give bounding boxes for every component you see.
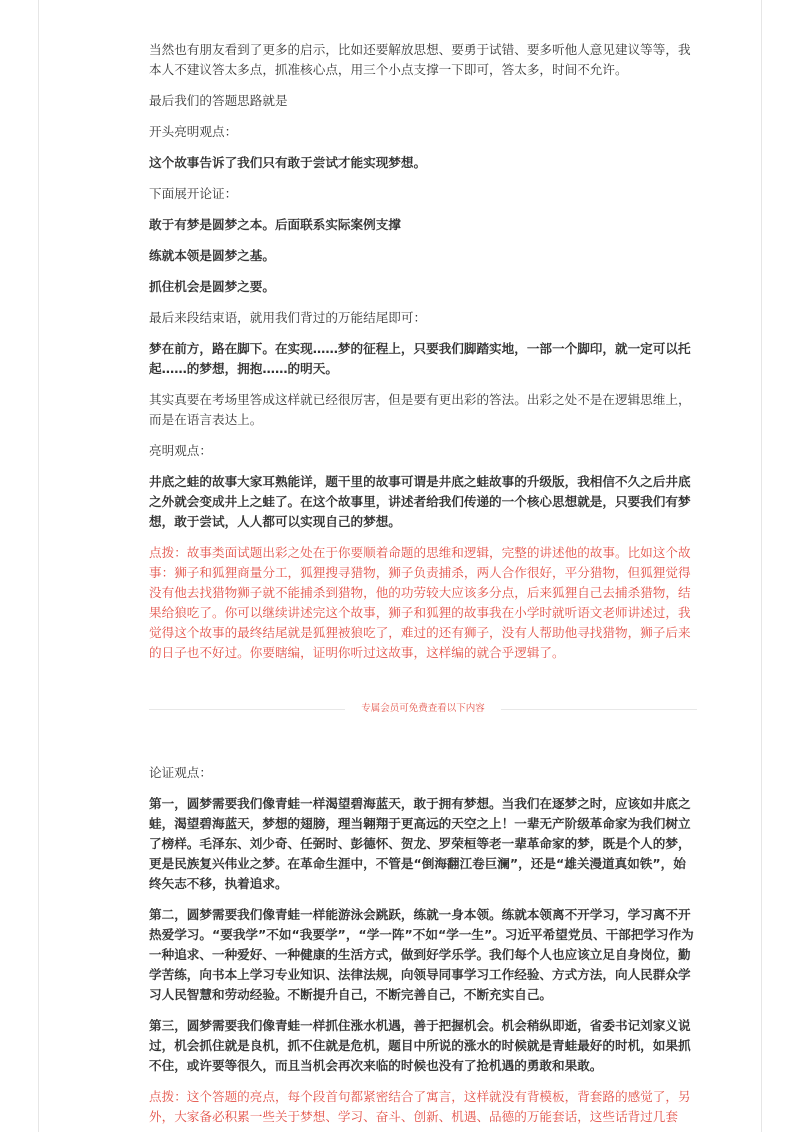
paragraph: 其实真要在考场里答成这样就已经很厉害，但是要有更出彩的答法。出彩之处不是在逻辑思维上，而是在语言表达上。	[149, 392, 691, 427]
argument-paragraph: 第二，圆梦需要我们像青蛙一样能游泳会跳跃，练就一身本领。练就本领离不开学习，学习离不开热爱学习。“要我学”不如“我要学”，“学一阵”不如“学一生”。习近平希望党员、干部把学习作为一种追求、一种爱好、一种健康的生活方式，做到好学乐学。我们每个人也应该立足自身岗位，勤学苦练，向书本上学习专业知识、法律法规，向领导同事学习工作经验、方式方法，向人民群众学习人民智慧和劳动经验。不断提升自己，不断完善自己，不断充实自己。	[149, 907, 694, 1002]
divider-line-right	[501, 709, 697, 710]
members-divider	[149, 699, 697, 719]
section-label: 下面展开论证：	[149, 186, 238, 201]
members-only-notice[interactable]: 专属会员可免费查看以下内容	[361, 703, 485, 714]
argument-paragraph: 第一，圆梦需要我们像青蛙一样渴望碧海蓝天，敢于拥有梦想。当我们在逐梦之时，应该如井底之蛙，渴望碧海蓝天，梦想的翅膀，理当翱翔于更高远的天空之上！一辈无产阶级革命家为我们树立了榜样。毛泽东、刘少奇、任弼时、彭德怀、贺龙、罗荣桓等老一辈革命家的梦，既是个人的梦，更是民族复兴伟业之梦。在革命生涯中，不管是“倒海翻江卷巨澜”，还是“雄关漫道真如铁”，始终矢志不移，执着追求。	[149, 796, 691, 891]
tip-note: 点拨：故事类面试题出彩之处在于你要顺着命题的思维和逻辑，完整的讲述他的故事。比如这个故事：狮子和狐狸商量分工，狐狸搜寻猎物，狮子负责捕杀，两人合作很好，平分猎物，但狐狸觉得没有他去找猎物狮子就不能捕杀到猎物，他的功劳较大应该多分点，后来狐狸自己去捕杀猎物，结果给狼吃了。你可以继续讲述完这个故事，狮子和狐狸的故事我在小学时就听语文老师讲述过，我觉得这个故事的最终结尾就是狐狸被狼吃了，难过的还有狮子，没有人帮助他寻找猎物，狮子后来的日子也不好过。你要瞎编，证明你听过这故事，这样编的就合乎逻辑了。	[149, 545, 691, 660]
section-label: 亮明观点：	[149, 443, 212, 458]
argument-point: 抓住机会是圆梦之要。	[149, 279, 275, 294]
section-label: 论证观点：	[149, 765, 212, 780]
argument-paragraph: 第三，圆梦需要我们像青蛙一样抓住涨水机遇，善于把握机会。机会稍纵即逝，省委书记刘家义说过，机会抓住就是良机，抓不住就是危机，题目中所说的涨水的时候就是青蛙最好的时机，如果抓不住，或许要等很久，而且当机会再次来临的时候也没有了抢机遇的勇敢和果敢。	[149, 1018, 691, 1073]
truncated-tip-wrapper	[149, 1087, 697, 1124]
tip-note: 点拨：这个答题的亮点，每个段首句都紧密结合了寓言，这样就没有背模板，背套路的感觉了，另外，大家备必积累一些关于梦想、学习、奋斗、创新、机遇、品德的万能套话，这些话背过几套	[149, 1089, 691, 1124]
divider-line-left	[149, 709, 345, 710]
thesis-statement: 这个故事告诉了我们只有敢于尝试才能实现梦想。	[149, 155, 427, 170]
opening-statement: 井底之蛙的故事大家耳熟能详，题干里的故事可谓是井底之蛙故事的升级版，我相信不久之后井底之外就会变成井上之蛙了。在这个故事里，讲述者给我们传递的一个核心思想就是，只要我们有梦想，敢于尝试，人人都可以实现自己的梦想。	[149, 474, 691, 529]
argument-point: 练就本领是圆梦之基。	[149, 248, 275, 263]
section-label: 开头亮明观点：	[149, 124, 238, 139]
paragraph: 当然也有朋友看到了更多的启示，比如还要解放思想、要勇于试错、要多听他人意见建议等等，我本人不建议答太多点，抓准核心点，用三个小点支撑一下即可，答太多，时间不允许。	[149, 42, 691, 77]
article-body	[149, 40, 697, 1124]
argument-point: 敢于有梦是圆梦之本。后面联系实际案例支撑	[149, 217, 401, 232]
paragraph: 最后来段结束语，就用我们背过的万能结尾即可：	[149, 310, 427, 325]
conclusion-template: 梦在前方，路在脚下。在实现……梦的征程上，只要我们脚踏实地，一部一个脚印，就一定可以托起……的梦想，拥抱……的明天。	[149, 341, 691, 376]
document-page	[38, 0, 762, 1132]
paragraph: 最后我们的答题思路就是	[149, 93, 288, 108]
